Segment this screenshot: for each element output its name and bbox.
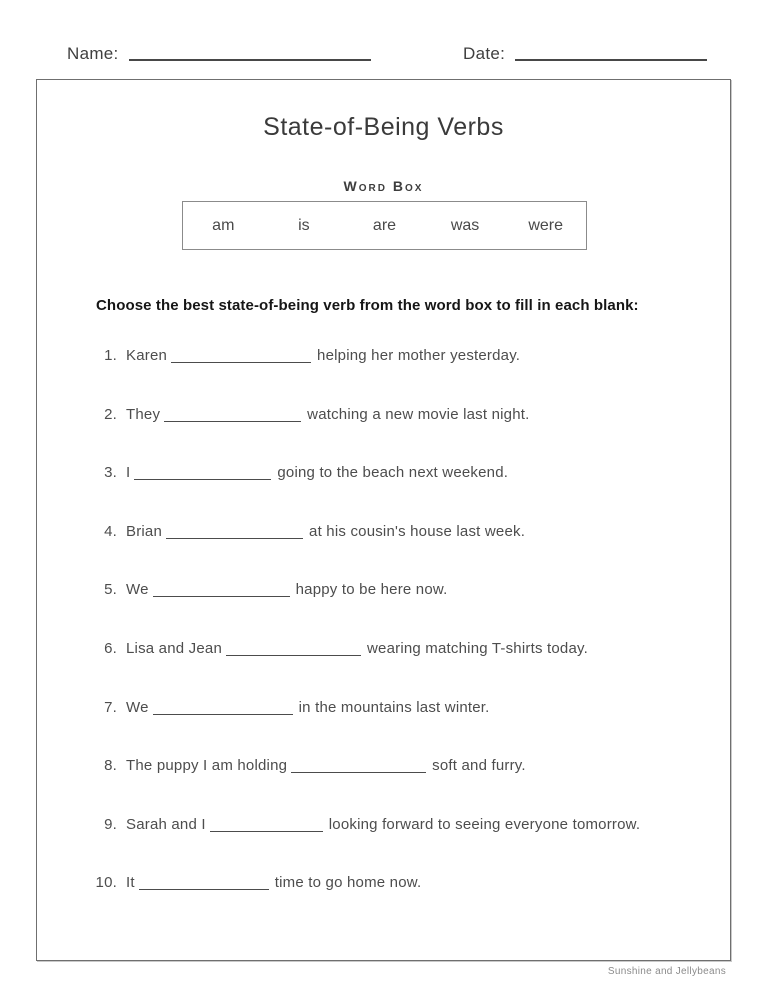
- name-field: [67, 44, 371, 64]
- worksheet-title: State-of-Being Verbs: [263, 113, 504, 141]
- sentence-row: [37, 522, 730, 581]
- date-blank-line[interactable]: [515, 47, 707, 61]
- sentence-number: 6.: [104, 639, 117, 657]
- sentence-number: 10.: [95, 874, 117, 892]
- answer-blank[interactable]: [153, 701, 293, 715]
- sentence-row: [37, 756, 730, 815]
- answer-blank[interactable]: [134, 466, 271, 480]
- sentence-row: [37, 405, 730, 464]
- word-box-word: were: [528, 216, 564, 234]
- sentence-post-text: soft and furry.: [432, 757, 526, 775]
- word-box-word: was: [450, 216, 480, 234]
- answer-blank[interactable]: [210, 818, 323, 832]
- sentence-number: 8.: [104, 757, 117, 775]
- sentence-row: [37, 639, 730, 698]
- word-box-word: is: [298, 216, 310, 234]
- sentence-number: 2.: [104, 405, 117, 423]
- sentence-pre-text: The puppy I am holding: [126, 757, 288, 775]
- sentence-number: 3.: [104, 464, 117, 482]
- sentence-post-text: wearing matching T-shirts today.: [367, 639, 588, 657]
- sentence-number: 9.: [104, 815, 117, 833]
- sentence-pre-text: They: [126, 405, 161, 423]
- sentence-row: [37, 815, 730, 874]
- sentence-number: 4.: [104, 522, 117, 540]
- sentence-row: [37, 463, 730, 522]
- word-box-word: are: [372, 216, 397, 234]
- sentence-pre-text: We: [126, 581, 149, 599]
- sentence-pre-text: I: [126, 464, 131, 482]
- answer-blank[interactable]: [153, 583, 290, 597]
- answer-blank[interactable]: [291, 759, 426, 773]
- sentence-post-text: time to go home now.: [274, 874, 422, 892]
- sentence-post-text: watching a new movie last night.: [307, 405, 530, 423]
- answer-blank[interactable]: [164, 408, 301, 422]
- answer-blank[interactable]: [226, 642, 361, 656]
- sentence-post-text: helping her mother yesterday.: [317, 347, 521, 364]
- credit-text: Sunshine and Jellybeans: [607, 966, 726, 977]
- sentence-pre-text: It: [126, 874, 135, 892]
- word-box: [182, 201, 587, 250]
- sentence-pre-text: Brian: [126, 522, 163, 540]
- sentence-post-text: looking forward to seeing everyone tomorrow.: [328, 815, 641, 833]
- sentence-list: [37, 346, 730, 932]
- sentence-pre-text: Lisa and Jean: [126, 639, 223, 657]
- sentence-pre-text: We: [126, 698, 149, 716]
- sentence-pre-text: Sarah and I: [126, 815, 206, 833]
- sentence-number: 7.: [104, 698, 117, 716]
- date-label: Date:: [463, 44, 506, 63]
- date-field: [463, 44, 707, 64]
- sentence-number: 5.: [104, 581, 117, 599]
- answer-blank[interactable]: [171, 349, 311, 363]
- sentence-row: [37, 698, 730, 757]
- sentence-row: [37, 873, 730, 932]
- sentence-pre-text: Karen: [126, 347, 168, 364]
- sentence-post-text: at his cousin's house last week.: [309, 522, 526, 540]
- instruction-text: Choose the best state-of-being verb from the word box to fill in each blank:: [96, 297, 639, 314]
- sentence-number: 1.: [104, 347, 117, 364]
- sentence-post-text: in the mountains last winter.: [298, 698, 490, 716]
- word-box-word: am: [212, 216, 235, 234]
- name-blank-line[interactable]: [129, 47, 371, 61]
- sentence-post-text: happy to be here now.: [295, 581, 448, 599]
- answer-blank[interactable]: [139, 876, 269, 890]
- word-box-label: Word Box: [343, 178, 424, 194]
- answer-blank[interactable]: [166, 525, 303, 539]
- worksheet-sheet: [36, 79, 731, 961]
- sentence-post-text: going to the beach next weekend.: [277, 464, 509, 482]
- name-label: Name:: [67, 44, 119, 63]
- sentence-row: [37, 346, 730, 405]
- sentence-row: [37, 580, 730, 639]
